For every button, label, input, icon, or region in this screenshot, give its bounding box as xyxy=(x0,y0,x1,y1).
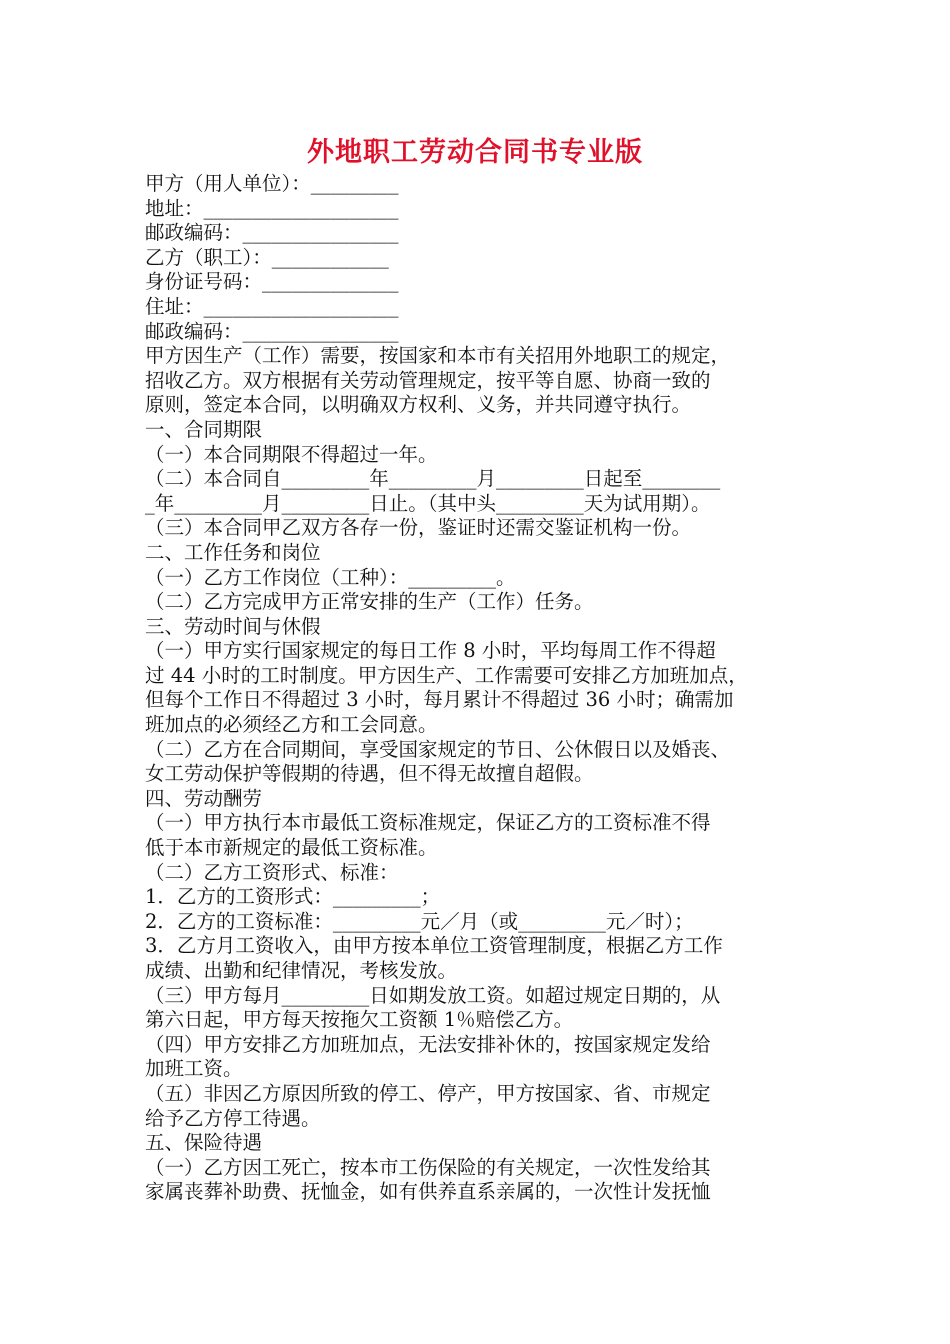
document-line: （三）本合同甲乙双方各存一份，鉴证时还需交鉴证机构一份。 xyxy=(145,516,692,540)
document-line: 成绩、出勤和纪律情况，考核发放。 xyxy=(145,959,458,982)
document-line: 班加点的必须经乙方和工会同意。 xyxy=(145,713,438,737)
document-line: 二、工作任务和岗位 xyxy=(145,540,321,564)
document-line: 女工劳动保护等假期的待遇，但不得无故擅自超假。 xyxy=(145,762,594,786)
document-line: （一）乙方因工死亡，按本市工伤保险的有关规定，一次性发给其 xyxy=(145,1155,711,1179)
document-line: 五、保险待遇 xyxy=(145,1131,263,1155)
document-line: 甲方因生产（工作）需要，按国家和本市有关招用外地职工的规定， xyxy=(145,344,731,368)
document-line: 过 44 小时的工时制度。甲方因生产、工作需要可安排乙方加班加点， xyxy=(145,663,748,687)
document-line: （二）乙方完成甲方正常安排的生产（工作）任务。 xyxy=(145,590,594,614)
document-line: _年_________月_________日止。（其中头_________天为试用期）。 xyxy=(145,491,711,515)
document-line: （一）本合同期限不得超过一年。 xyxy=(145,442,438,466)
document-line: 一、合同期限 xyxy=(145,417,263,441)
document-line: （二）乙方在合同期间，享受国家规定的节日、公休假日以及婚丧、 xyxy=(145,737,731,761)
document-line: 邮政编码：________________ xyxy=(145,319,399,343)
document-line: 地址：____________________ xyxy=(145,196,399,220)
document-line: 加班工资。 xyxy=(145,1057,243,1081)
document-line: （三）甲方每月_________日如期发放工资。如超过规定日期的，从 xyxy=(145,983,721,1007)
document-line: 第六日起，甲方每天按拖欠工资额 1％赔偿乙方。 xyxy=(145,1008,574,1032)
document-line: 2．乙方的工资标准：_________元／月（或_________元／时）； xyxy=(145,909,694,933)
document-line: 家属丧葬补助费、抚恤金，如有供养直系亲属的，一次性计发抚恤 xyxy=(145,1180,711,1204)
document-line: 给予乙方停工待遇。 xyxy=(145,1106,321,1130)
document-body xyxy=(145,172,825,1205)
document-line: 甲方（用人单位）：_________ xyxy=(145,172,399,195)
document-line: （五）非因乙方原因所致的停工、停产，甲方按国家、省、市规定 xyxy=(145,1081,711,1105)
document-line: （四）甲方安排乙方加班加点，无法安排补休的，按国家规定发给 xyxy=(145,1032,711,1056)
document-line: 身份证号码：______________ xyxy=(145,270,399,294)
document-line: 低于本市新规定的最低工资标准。 xyxy=(145,836,438,860)
document-title: 外地职工劳动合同书专业版 xyxy=(307,137,643,168)
document-line: 邮政编码：________________ xyxy=(145,221,399,245)
document-line: （一）甲方实行国家规定的每日工作 8 小时，平均每周工作不得超 xyxy=(145,639,716,663)
document-line: 3．乙方月工资收入，由甲方按本单位工资管理制度，根据乙方工作 xyxy=(145,934,723,958)
document-line: （一）乙方工作岗位（工种）：_________。 xyxy=(145,565,516,589)
document-line: 1．乙方的工资形式：_________； xyxy=(145,885,441,909)
document-line: 乙方（职工）：____________ xyxy=(145,245,389,269)
document-line: 原则，签定本合同，以明确双方权利、义务，并共同遵守执行。 xyxy=(145,393,692,417)
document-line: 三、劳动时间与休假 xyxy=(145,614,321,638)
document-line: （二）乙方工资形式、标准： xyxy=(145,860,399,884)
document-line: 四、劳动酬劳 xyxy=(145,786,263,810)
document-line: 但每个工作日不得超过 3 小时，每月累计不得超过 36 小时；确需加 xyxy=(145,688,734,712)
document-line: 住址：____________________ xyxy=(145,294,399,318)
document-line: （一）甲方执行本市最低工资标准规定，保证乙方的工资标准不得 xyxy=(145,811,711,835)
document-line: 招收乙方。双方根据有关劳动管理规定，按平等自愿、协商一致的 xyxy=(145,368,711,392)
document-line: （二）本合同自_________年_________月_________日起至________ xyxy=(145,467,721,491)
